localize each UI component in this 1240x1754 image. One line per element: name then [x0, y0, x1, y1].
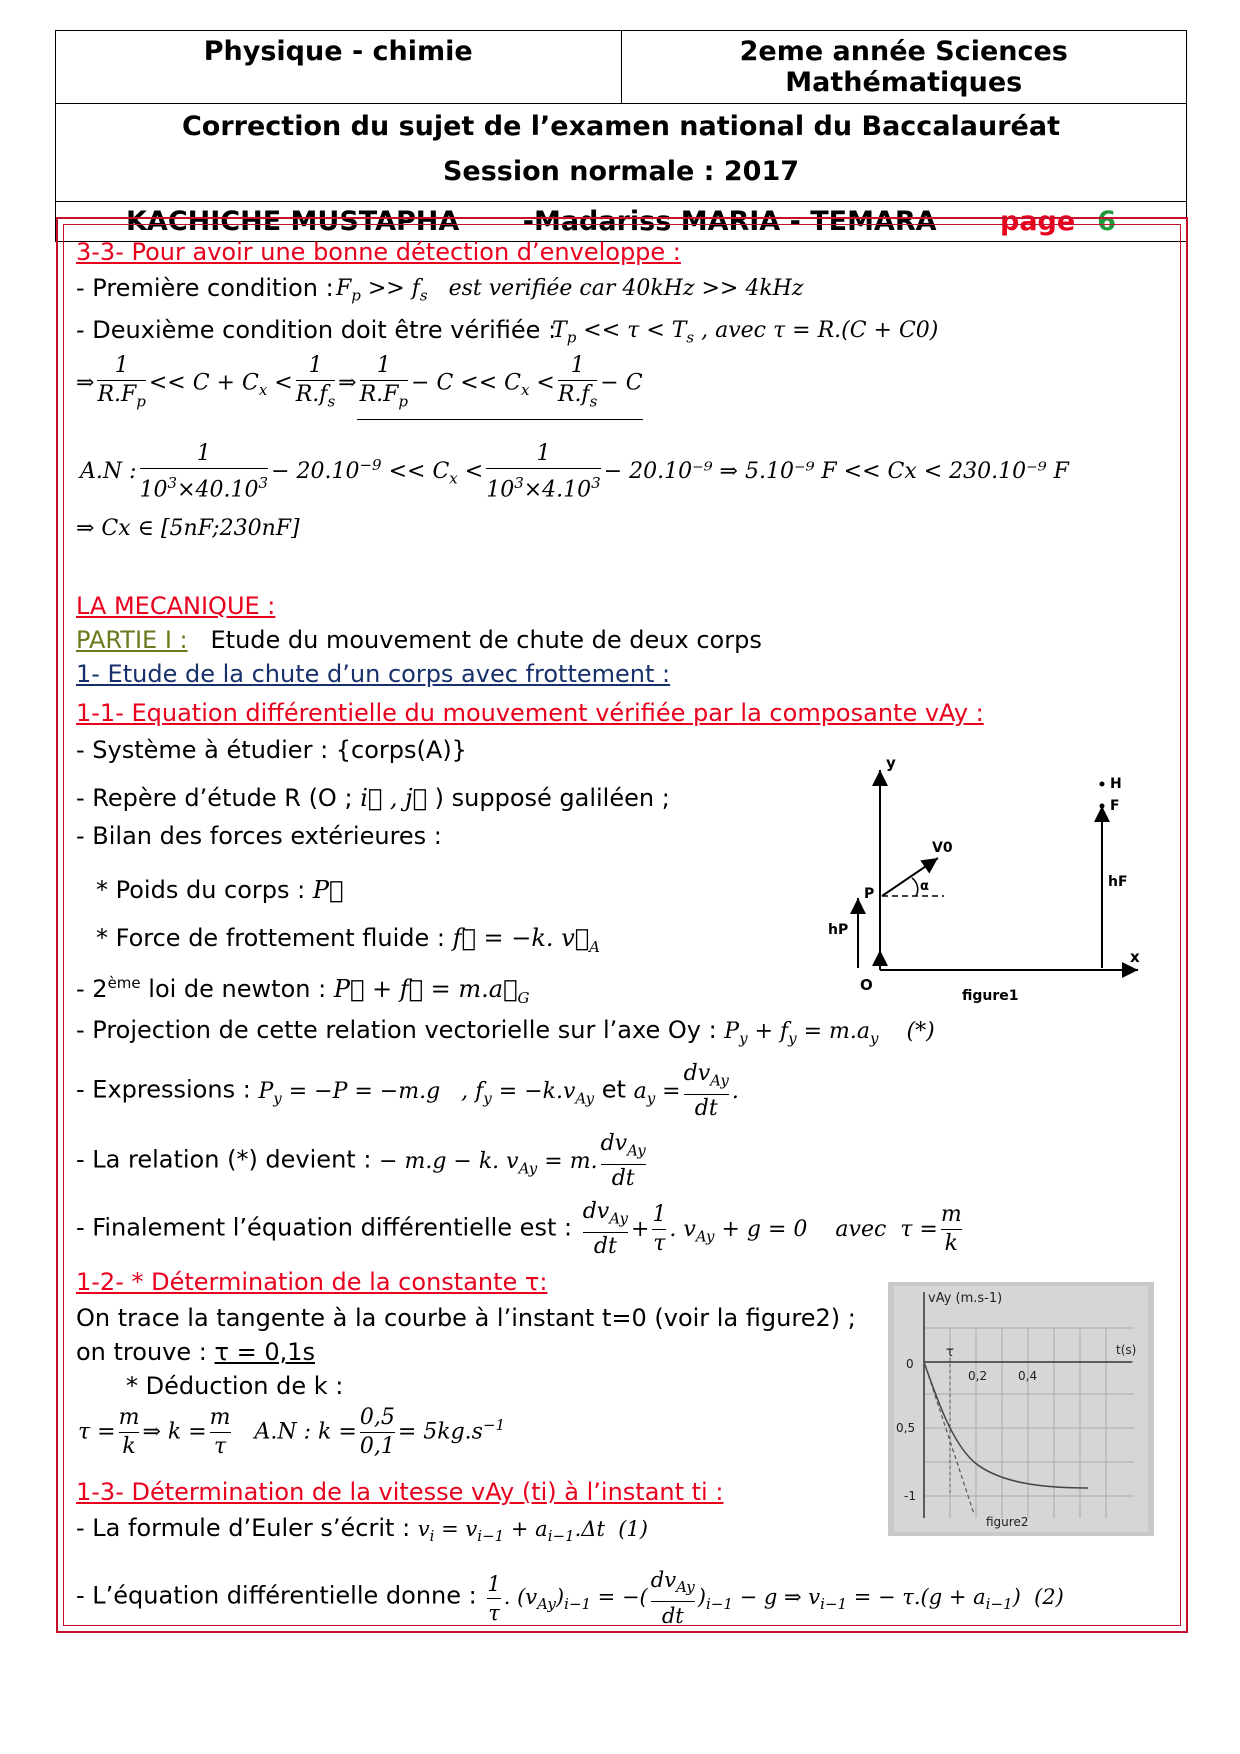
partie-1	[76, 626, 762, 654]
expr-et: et	[601, 1075, 626, 1104]
an-tail: − 20.10⁻⁹ ⇒ 5.10⁻⁹ F << Cx < 230.10⁻⁹ F	[603, 459, 1069, 485]
condition-1-label: - Première condition :	[76, 274, 334, 302]
figure2-caption: figure2	[986, 1515, 1029, 1529]
repere-line: - Repère d’étude R (O ; i⃗ , j⃗ ) supposé galiléen ;	[76, 784, 670, 812]
loi-a: - 2	[76, 975, 108, 1003]
section-3-3-heading: 3-3- Pour avoir une bonne détection d’enveloppe :	[76, 238, 681, 266]
frottement-line: * Force de frottement fluide : f⃗ = −k. $v⃗_A$	[96, 924, 600, 956]
projection-line: - Projection de cette relation vectorielle sur l’axe Oy : $P_y + f_y = m.a_y$ (*)	[76, 1016, 935, 1048]
figure2	[888, 1282, 1154, 1536]
repere-b: ) supposé galiléen ;	[434, 784, 670, 812]
tangente-line: On trace la tangente à la courbe à l’instant t=0 (voir la figure2) ;	[76, 1304, 856, 1332]
fig2-ylabel: vAy (m.s-1)	[928, 1291, 1003, 1306]
relation-line: - La relation (*) devient : − m.g − k. $v_{Ay} = m$. $\frac{dv_{Ay}}{dt}$	[76, 1131, 646, 1192]
point-h	[1100, 782, 1105, 787]
partie-text: Etude du mouvement de chute de deux corps	[210, 626, 762, 654]
euler-line: - La formule d’Euler s’écrit : $v_i = v_{i-1} + a_{i-1}.\Delta t$ (1)	[76, 1514, 648, 1546]
mecanique-title: LA MECANIQUE :	[76, 592, 276, 620]
expressions-line: - Expressions : $P_y = -P = -m.g$ , $f_y = -k.v_{Ay}$ et $a_y$ = $\frac{dv_{Ay}}{dt}$ .	[76, 1061, 739, 1122]
inequality-derivation: ⇒ $\frac{1}{R.F_p}$ << $C + C_x$ < $\frac{1}{R.f_s}$ ⇒ $\frac{1}{R.F_p}$ − $C << C_x$ < $\frac{1}{R.f_s}$ − C	[76, 352, 643, 420]
fig2-xlabel: t(s)	[1116, 1343, 1137, 1357]
divider	[56, 194, 1186, 202]
doc-title: Correction du sujet de l’examen national du Baccalauréat	[181, 111, 1060, 142]
x-tick-0-4: 0,4	[1018, 1369, 1038, 1383]
label-h: H	[1110, 776, 1122, 792]
final-equation-line: - Finalement l’équation différentielle est : $\frac{dv_{Ay}}{dt}$ + $\frac{1}{\tau}$ . $v_{Ay} + g = 0$ avec τ = $\frac{m}{k}$	[76, 1199, 962, 1260]
subject: Physique - chimie	[203, 36, 473, 67]
expr-label: - Expressions :	[76, 1075, 251, 1104]
condition-2-text: , avec τ = R.(C + C0)	[701, 318, 939, 343]
section-1-heading: 1- Etude de la chute d’un corps avec frottement :	[76, 660, 671, 688]
y-tick-minus-1: -1	[904, 1489, 916, 1503]
school: -Madariss MARIA - TEMARA	[522, 206, 937, 237]
deduction-line: * Déduction de k :	[126, 1372, 344, 1400]
section-1-3-heading: 1-3- Détermination de la vitesse vAy (ti) à l’instant ti :	[76, 1478, 724, 1506]
label-hf: hF	[1108, 874, 1128, 890]
label-v0: V0	[932, 840, 953, 856]
v0-vector	[882, 858, 938, 896]
projection-label: - Projection de cette relation vectorielle sur l’axe Oy :	[76, 1016, 717, 1044]
condition-1-text: est verifiée car 40kHz >> 4kHz	[448, 276, 804, 301]
an-label: A.N :	[80, 459, 137, 485]
loi-sup: ème	[107, 974, 141, 992]
trouve-a: on trouve :	[76, 1338, 207, 1366]
numeric-application: A.N : $\frac{1}{10^3\times 40.10^3}$ − $20.10^{-9} << C_x$ < $\frac{1}{10^3\times 4.10^3}$ − 20.10⁻⁹ ⇒ 5.10⁻⁹ F << Cx < 230.10⁻⁹ F	[80, 441, 1069, 503]
page-label: page	[1000, 206, 1076, 237]
label-alpha: α	[920, 879, 929, 894]
label-p: P	[864, 886, 875, 902]
x-tick-0-2: 0,2	[968, 1369, 988, 1383]
tau-value: τ = 0,1s	[214, 1338, 315, 1366]
page-number: 6	[1097, 206, 1116, 237]
system-line: - Système à étudier : {corps(A)}	[76, 736, 467, 764]
point-f	[1100, 804, 1105, 809]
label-x: x	[1130, 948, 1140, 966]
poids-line: * Poids du corps : P⃗	[96, 876, 344, 904]
label-f: F	[1110, 798, 1120, 814]
condition-2-formula: $T_p << \tau < T_s$ , avec τ = R.(C + C0)	[552, 318, 939, 347]
y-tick-0-5: 0,5	[896, 1421, 916, 1435]
section-1-1-heading: 1-1- Equation différentielle du mouvement vérifiée par la composante vAy :	[76, 699, 984, 727]
alpha-arc	[912, 878, 918, 896]
author: KACHICHE MUSTAPHA	[126, 206, 460, 237]
frottement-label: * Force de frottement fluide :	[96, 924, 445, 952]
condition-2-label: - Deuxième condition doit être vérifiée :	[76, 316, 557, 344]
header-row-1	[56, 31, 1186, 104]
eqdiff-label: - L’équation différentielle donne :	[76, 1581, 477, 1610]
condition-1-formula: $F_p >> f_s$ est verifiée car 40kHz >> 4kHz	[336, 276, 804, 305]
relation-label: - La relation (*) devient :	[76, 1145, 372, 1174]
figure1-caption: figure1	[962, 988, 1019, 1004]
y-tick-0: 0	[906, 1357, 914, 1371]
euler-label: - La formule d’Euler s’écrit :	[76, 1514, 411, 1542]
session: Session normale : 2017	[442, 156, 800, 187]
header-table	[55, 30, 1187, 242]
final-label: - Finalement l’équation différentielle est :	[76, 1213, 573, 1242]
figure1	[820, 750, 1150, 1010]
result-cx: ⇒ Cx ∈ [5nF;230nF]	[76, 516, 300, 541]
label-hp: hP	[828, 922, 849, 938]
section-1-2-heading: 1-2- * Détermination de la constante τ:	[76, 1268, 548, 1296]
photo-paper	[894, 1286, 1148, 1532]
eqdiff-line: - L’équation différentielle donne : $\frac{1}{\tau}$ . $(v_{Ay})_{i-1}$ = −( $\frac{dv_{Ay}}{dt}$ )$_{i-1} - g$ ⇒ $v_{i-1}$ = − $\tau.(g + a_{i-1})$ (2)	[76, 1568, 1064, 1629]
k-computation: τ = $\frac{m}{k}$ ⇒ k = $\frac{m}{\tau}$ A.N : k = $\frac{0,5}{0,1}$ = $5kg.s^{-1}$	[78, 1405, 506, 1459]
bilan-line: - Bilan des forces extérieures :	[76, 822, 442, 850]
level: 2eme année Sciences Mathématiques	[621, 31, 1187, 103]
repere-a: - Repère d’étude R (O ;	[76, 784, 353, 812]
label-o: O	[860, 976, 873, 994]
partie-label: PARTIE I :	[76, 626, 188, 654]
trouve-line	[76, 1338, 315, 1366]
label-y: y	[886, 754, 896, 772]
fig2-tau: τ	[946, 1345, 954, 1360]
newton-line: - 2ème loi de newton : P⃗ + f⃗ = $m.a⃗_G$	[76, 974, 530, 1007]
loi-b: loi de newton :	[140, 975, 327, 1003]
poids-label: * Poids du corps :	[96, 876, 306, 904]
